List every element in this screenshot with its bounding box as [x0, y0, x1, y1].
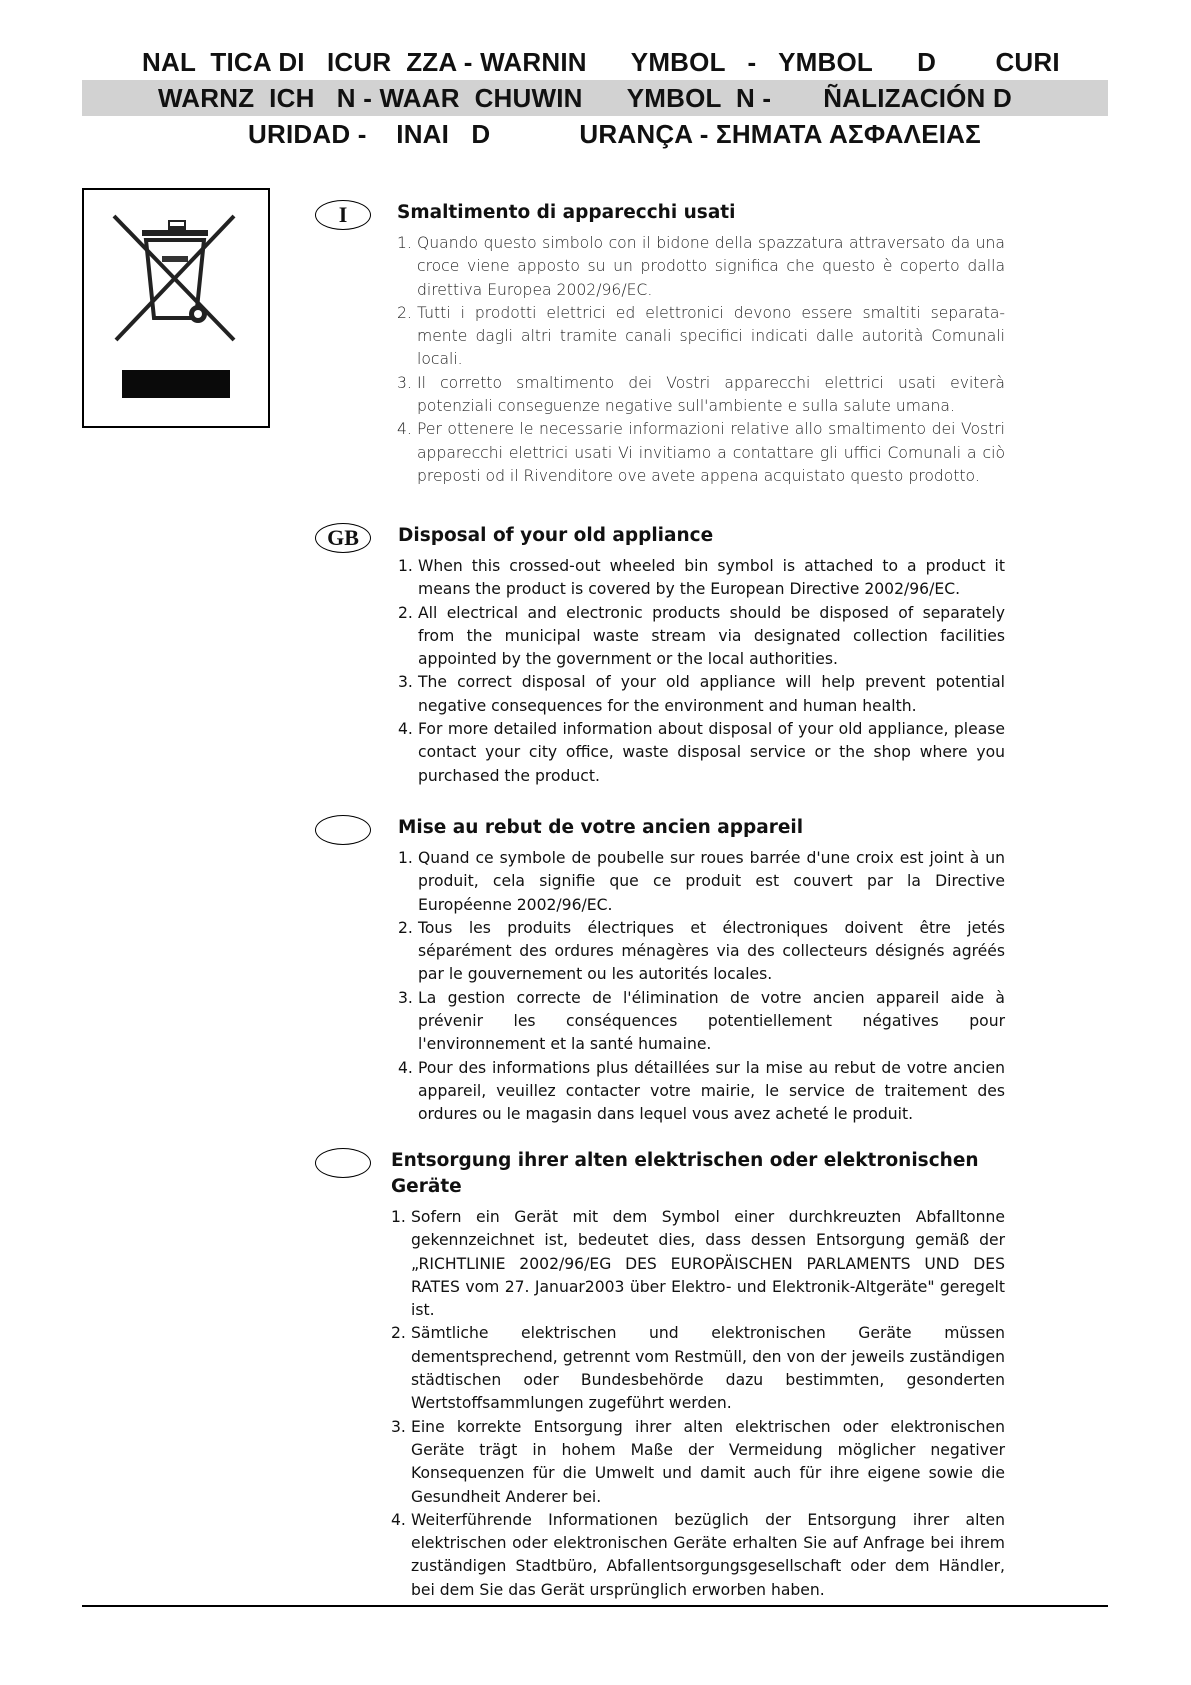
language-badge-it: I	[315, 200, 371, 230]
list-item: 4. Per ottenere le necessarie informazioni relative allo smaltimento dei Vostri apparecchi elettrici usati Vi invitiamo a contattare gli uffici Comunali a ciò preposti od il Rivenditore ove avete appena acquistato questo prodotto.	[397, 420, 1005, 485]
list-item: 2. Sämtliche elektrischen und elektronischen Geräte müssen dementsprechend, getrennt vom Restmüll, den von der jeweils zuständigen städtischen oder Bundesbehörde dazu bestimmten, gesonderten Wertstoffsammlungen zugeführt werden.	[391, 1324, 1005, 1413]
page-header	[82, 44, 1108, 152]
list-item: 1. When this crossed-out wheeled bin symbol is attached to a product it means the product is covered by the European Directive 2002/96/EC.	[398, 557, 1005, 599]
list-item: 3. The correct disposal of your old appliance will help prevent potential negative consequences for the environment and human health.	[398, 673, 1005, 715]
section-title: Smaltimento di apparecchi usati	[397, 202, 736, 223]
weee-symbol-box	[82, 188, 270, 428]
instruction-list	[398, 555, 1005, 788]
header-line-1: NAL TICA DI ICUR ZZA - WARNIN YMBOL - YMBOL D CURI	[142, 47, 1060, 77]
instruction-list	[391, 1206, 1005, 1602]
list-item: 2. Tous les produits électriques et électroniques doivent être jetés séparément des ordures ménagères via des collecteurs désignés agréés par le gouvernement ou les autorités locales.	[398, 918, 1005, 984]
instruction-list	[398, 847, 1005, 1127]
list-item: 4. Weiterführende Informationen bezüglich der Entsorgung ihrer alten elektrischen oder elektronischen Geräte erhalten Sie auf Anfrage bei ihrem zuständigen Stadtbüro, Abfallentsorgungsgesellschaft oder dem Händler, bei dem Sie das Gerät ursprünglich erworben haben.	[391, 1510, 1005, 1599]
language-badge-gb: GB	[315, 523, 371, 553]
list-item: 1. Quand ce symbole de poubelle sur roues barrée d'une croix est joint à un produit, cela signifie que ce produit est couvert par la Directive Européenne 2002/96/EC.	[398, 849, 1005, 914]
section-title: Disposal of your old appliance	[398, 525, 714, 546]
language-badge-fr	[315, 815, 371, 845]
list-item: 3. La gestion correcte de l'élimination de votre ancien appareil aide à prévenir les conséquences potentiellement négatives pour l'environnement et la santé humaine.	[398, 988, 1005, 1054]
list-item: 1. Sofern ein Gerät mit dem Symbol einer durchkreuzten Abfalltonne gekennzeichnet ist, bedeutet dies, dass dessen Entsorgung gemäß der „RICHTLINIE 2002/96/EG DES EUROPÄISCHEN PARLAMENTS UND DES RATES vom 27. Januar2003 über Elektro- und Elektronik-Altgeräte" geregelt ist.	[391, 1208, 1005, 1320]
list-item: 4. Pour des informations plus détaillées sur la mise au rebut de votre ancien appareil, veuillez contacter votre mairie, le service de traitement des ordures ou le magasin dans lequel vous avez acheté le produit.	[398, 1058, 1005, 1124]
list-item: 4. For more detailed information about disposal of your old appliance, please contact your city office, waste disposal service or the shop where you purchased the product.	[398, 720, 1005, 785]
list-item: 2. All electrical and electronic products should be disposed of separately from the municipal waste stream via designated collection facilities appointed by the government or the local authorities.	[398, 603, 1005, 669]
header-line-2: WARNZ ICH N - WAAR CHUWIN YMBOL N - ÑALIZACIÓN D	[82, 80, 1108, 116]
list-item: 1. Quando questo simbolo con il bidone della spazzatura attraversato da una croce viene apposto su un prodotto significa che questo è coperto dalla direttiva Europea 2002/96/EC.	[397, 234, 1005, 299]
list-item: 2. Tutti i prodotti elettrici ed elettronici devono essere smaltiti separata-mente dagli altri tramite canali specifici indicati dalle autorità Comunali locali.	[397, 303, 1005, 369]
crossed-out-wheeled-bin-icon	[84, 190, 268, 426]
list-item: 3. Eine korrekte Entsorgung ihrer alten elektrischen oder elektronischen Geräte trägt in hohem Maße der Vermeidung möglicher negativer Konsequenzen für die Umwelt und damit auch für ihre eigene sowie die Gesundheit Anderer bei.	[391, 1417, 1005, 1506]
section-title: Mise au rebut de votre ancien appareil	[398, 817, 804, 838]
header-line-3: URIDAD - INAI D URANÇA - ΣΗΜΑΤΑ ΑΣΦΑΛΕΙΑΣ	[248, 119, 981, 149]
instruction-list	[397, 232, 1005, 488]
section-title: Entsorgung ihrer alten elektrischen oder elektronischen Geräte	[391, 1150, 979, 1197]
list-item: 3. Il corretto smaltimento dei Vostri apparecchi elettrici usati eviterà potenziali conseguenze negative sull'ambiente e sulla salute umana.	[397, 373, 1005, 416]
footer-divider	[82, 1605, 1108, 1607]
language-badge-de	[315, 1148, 371, 1178]
